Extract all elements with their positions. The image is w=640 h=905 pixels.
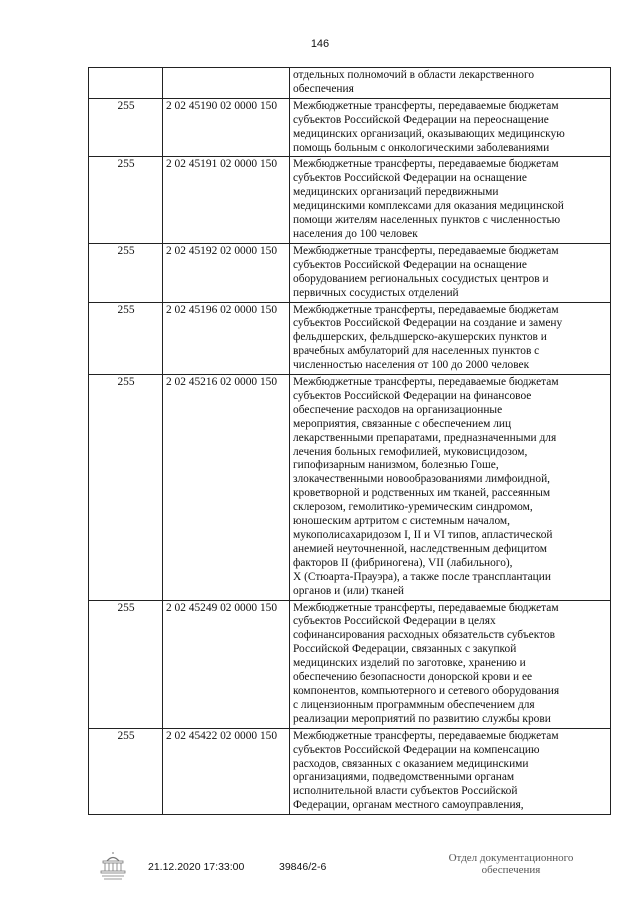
description-cell: [290, 302, 611, 375]
description-cell: [290, 243, 611, 302]
table-row: [89, 600, 611, 728]
description-line: X (Стюарта-Прауэра), а также после трансплантации: [293, 570, 551, 583]
description-line: медицинских организаций, оказывающих медицинскую: [293, 127, 565, 140]
description-line: гипофизарным нанизмом, болезнью Гоше,: [293, 459, 499, 472]
budget-code-cell: 2 02 45196 02 0000 150: [163, 302, 290, 375]
table-row: [89, 68, 611, 99]
description-line: склерозом, гемолитико-уремическим синдромом,: [293, 501, 533, 514]
description-line: субъектов Российской Федерации на компенсацию: [293, 743, 540, 756]
budget-code-cell: [163, 68, 290, 99]
description-line: Межбюджетные трансферты, передаваемые бюджетам: [293, 729, 559, 742]
budget-code-cell: 2 02 45249 02 0000 150: [163, 600, 290, 728]
table-row: [89, 302, 611, 375]
description-line: кроветворной и родственных им тканей, рассеянным: [293, 487, 551, 500]
budget-codes-table: [88, 67, 611, 815]
description-line: Федерации, органам местного самоуправления,: [293, 799, 524, 812]
description-line: врачебных амбулаторий для населенных пунктов с: [293, 345, 540, 358]
description-line: Межбюджетные трансферты, передаваемые бюджетам: [293, 158, 559, 171]
table-body: [89, 68, 611, 815]
description-line: обеспечение расходов на организационные: [293, 403, 503, 416]
description-line: субъектов Российской Федерации на оснащение: [293, 172, 527, 185]
admin-code-cell: 255: [89, 728, 163, 814]
description-line: Межбюджетные трансферты, передаваемые бюджетам: [293, 244, 559, 257]
description-line: организациями, подведомственными органам: [293, 771, 515, 784]
description-line: первичных сосудистых отделений: [293, 286, 459, 299]
description-line: субъектов Российской Федерации в целях: [293, 615, 496, 628]
admin-code-cell: [89, 68, 163, 99]
description-line: реализации мероприятий по развитию службы крови: [293, 712, 551, 725]
description-line: исполнительной власти субъектов Российской: [293, 785, 518, 798]
description-line: субъектов Российской Федерации на оснащение: [293, 258, 527, 271]
footer-department-stamp: [436, 852, 586, 876]
table-row: [89, 157, 611, 243]
table-row: [89, 98, 611, 157]
table-row: [89, 375, 611, 601]
description-line: субъектов Российской Федерации на переоснащение: [293, 113, 549, 126]
budget-code-cell: 2 02 45192 02 0000 150: [163, 243, 290, 302]
admin-code-cell: 255: [89, 600, 163, 728]
description-line: Межбюджетные трансферты, передаваемые бюджетам: [293, 303, 559, 316]
description-line: медицинских организаций передвижными: [293, 186, 499, 199]
page-footer: [0, 849, 640, 899]
description-line: Межбюджетные трансферты, передаваемые бюджетам: [293, 376, 559, 389]
description-cell: [290, 68, 611, 99]
budget-code-cell: 2 02 45190 02 0000 150: [163, 98, 290, 157]
description-line: юношеским артритом с системным началом,: [293, 515, 510, 528]
description-line: Межбюджетные трансферты, передаваемые бюджетам: [293, 601, 559, 614]
description-line: мукополисахаридозом I, II и VI типов, апластической: [293, 529, 553, 541]
admin-code-cell: 255: [89, 98, 163, 157]
description-line: обеспечения: [293, 82, 354, 95]
table-row: [89, 728, 611, 814]
description-cell: [290, 157, 611, 243]
description-line: органов и (или) тканей: [293, 584, 405, 597]
description-line: мероприятия, связанные с обеспечением лиц: [293, 417, 512, 430]
description-line: численностью населения от 100 до 2000 человек: [293, 359, 530, 372]
description-line: помощи жителям населенных пунктов с численностью: [293, 214, 561, 227]
footer-dept-line: Отдел документационного: [448, 852, 574, 864]
description-line: оборудованием региональных сосудистых центров и: [293, 272, 549, 285]
description-cell: [290, 98, 611, 157]
table-row: [89, 243, 611, 302]
page-number: 146: [310, 38, 330, 50]
description-line: Межбюджетные трансферты, передаваемые бюджетам: [293, 99, 559, 112]
description-line: помощь больным с онкологическими заболеваниями: [293, 141, 550, 154]
description-line: лечения больных гемофилией, муковисцидозом,: [293, 445, 528, 458]
description-line: субъектов Российской Федерации на создание и замену: [293, 317, 563, 330]
description-line: субъектов Российской Федерации на финансовое: [293, 389, 532, 402]
budget-code-cell: 2 02 45216 02 0000 150: [163, 375, 290, 601]
description-line: софинансирования расходных обязательств субъектов: [293, 629, 556, 642]
description-line: компонентов, компьютерного и сетевого оборудования: [293, 684, 560, 697]
footer-dept-line: обеспечения: [481, 864, 541, 876]
footer-doc-id: 39846/2-6: [279, 861, 327, 873]
footer-datetime: 21.12.2020 17:33:00: [148, 861, 245, 873]
admin-code-cell: 255: [89, 302, 163, 375]
description-line: отдельных полномочий в области лекарственного: [293, 69, 535, 81]
description-line: злокачественными новообразованиями лимфоидной,: [293, 473, 551, 486]
budget-code-cell: 2 02 45191 02 0000 150: [163, 157, 290, 243]
description-line: Российской Федерации, связанных с закупкой: [293, 643, 517, 656]
description-line: медицинскими комплексами для оказания медицинской: [293, 200, 564, 213]
description-line: с лицензионным программным обеспечением для: [293, 698, 535, 711]
description-cell: [290, 375, 611, 601]
description-line: фельдшерских, фельдшерско-акушерских пунктов и: [293, 331, 547, 344]
duma-building-logo-icon: [98, 851, 128, 881]
description-line: лекарственными препаратами, предназначенными для: [293, 431, 557, 444]
admin-code-cell: 255: [89, 243, 163, 302]
description-cell: [290, 600, 611, 728]
description-line: анемией неуточненной, наследственным дефицитом: [293, 542, 547, 555]
admin-code-cell: 255: [89, 375, 163, 601]
description-cell: [290, 728, 611, 814]
description-line: расходов, связанных с оказанием медицинскими: [293, 757, 529, 770]
description-line: медицинских изделий по заготовке, хранению и: [293, 657, 526, 670]
admin-code-cell: 255: [89, 157, 163, 243]
description-line: обеспечению безопасности донорской крови и ее: [293, 671, 533, 684]
description-line: населения до 100 человек: [293, 227, 418, 240]
description-line: факторов II (фибриногена), VII (лабильного),: [293, 556, 513, 569]
budget-code-cell: 2 02 45422 02 0000 150: [163, 728, 290, 814]
